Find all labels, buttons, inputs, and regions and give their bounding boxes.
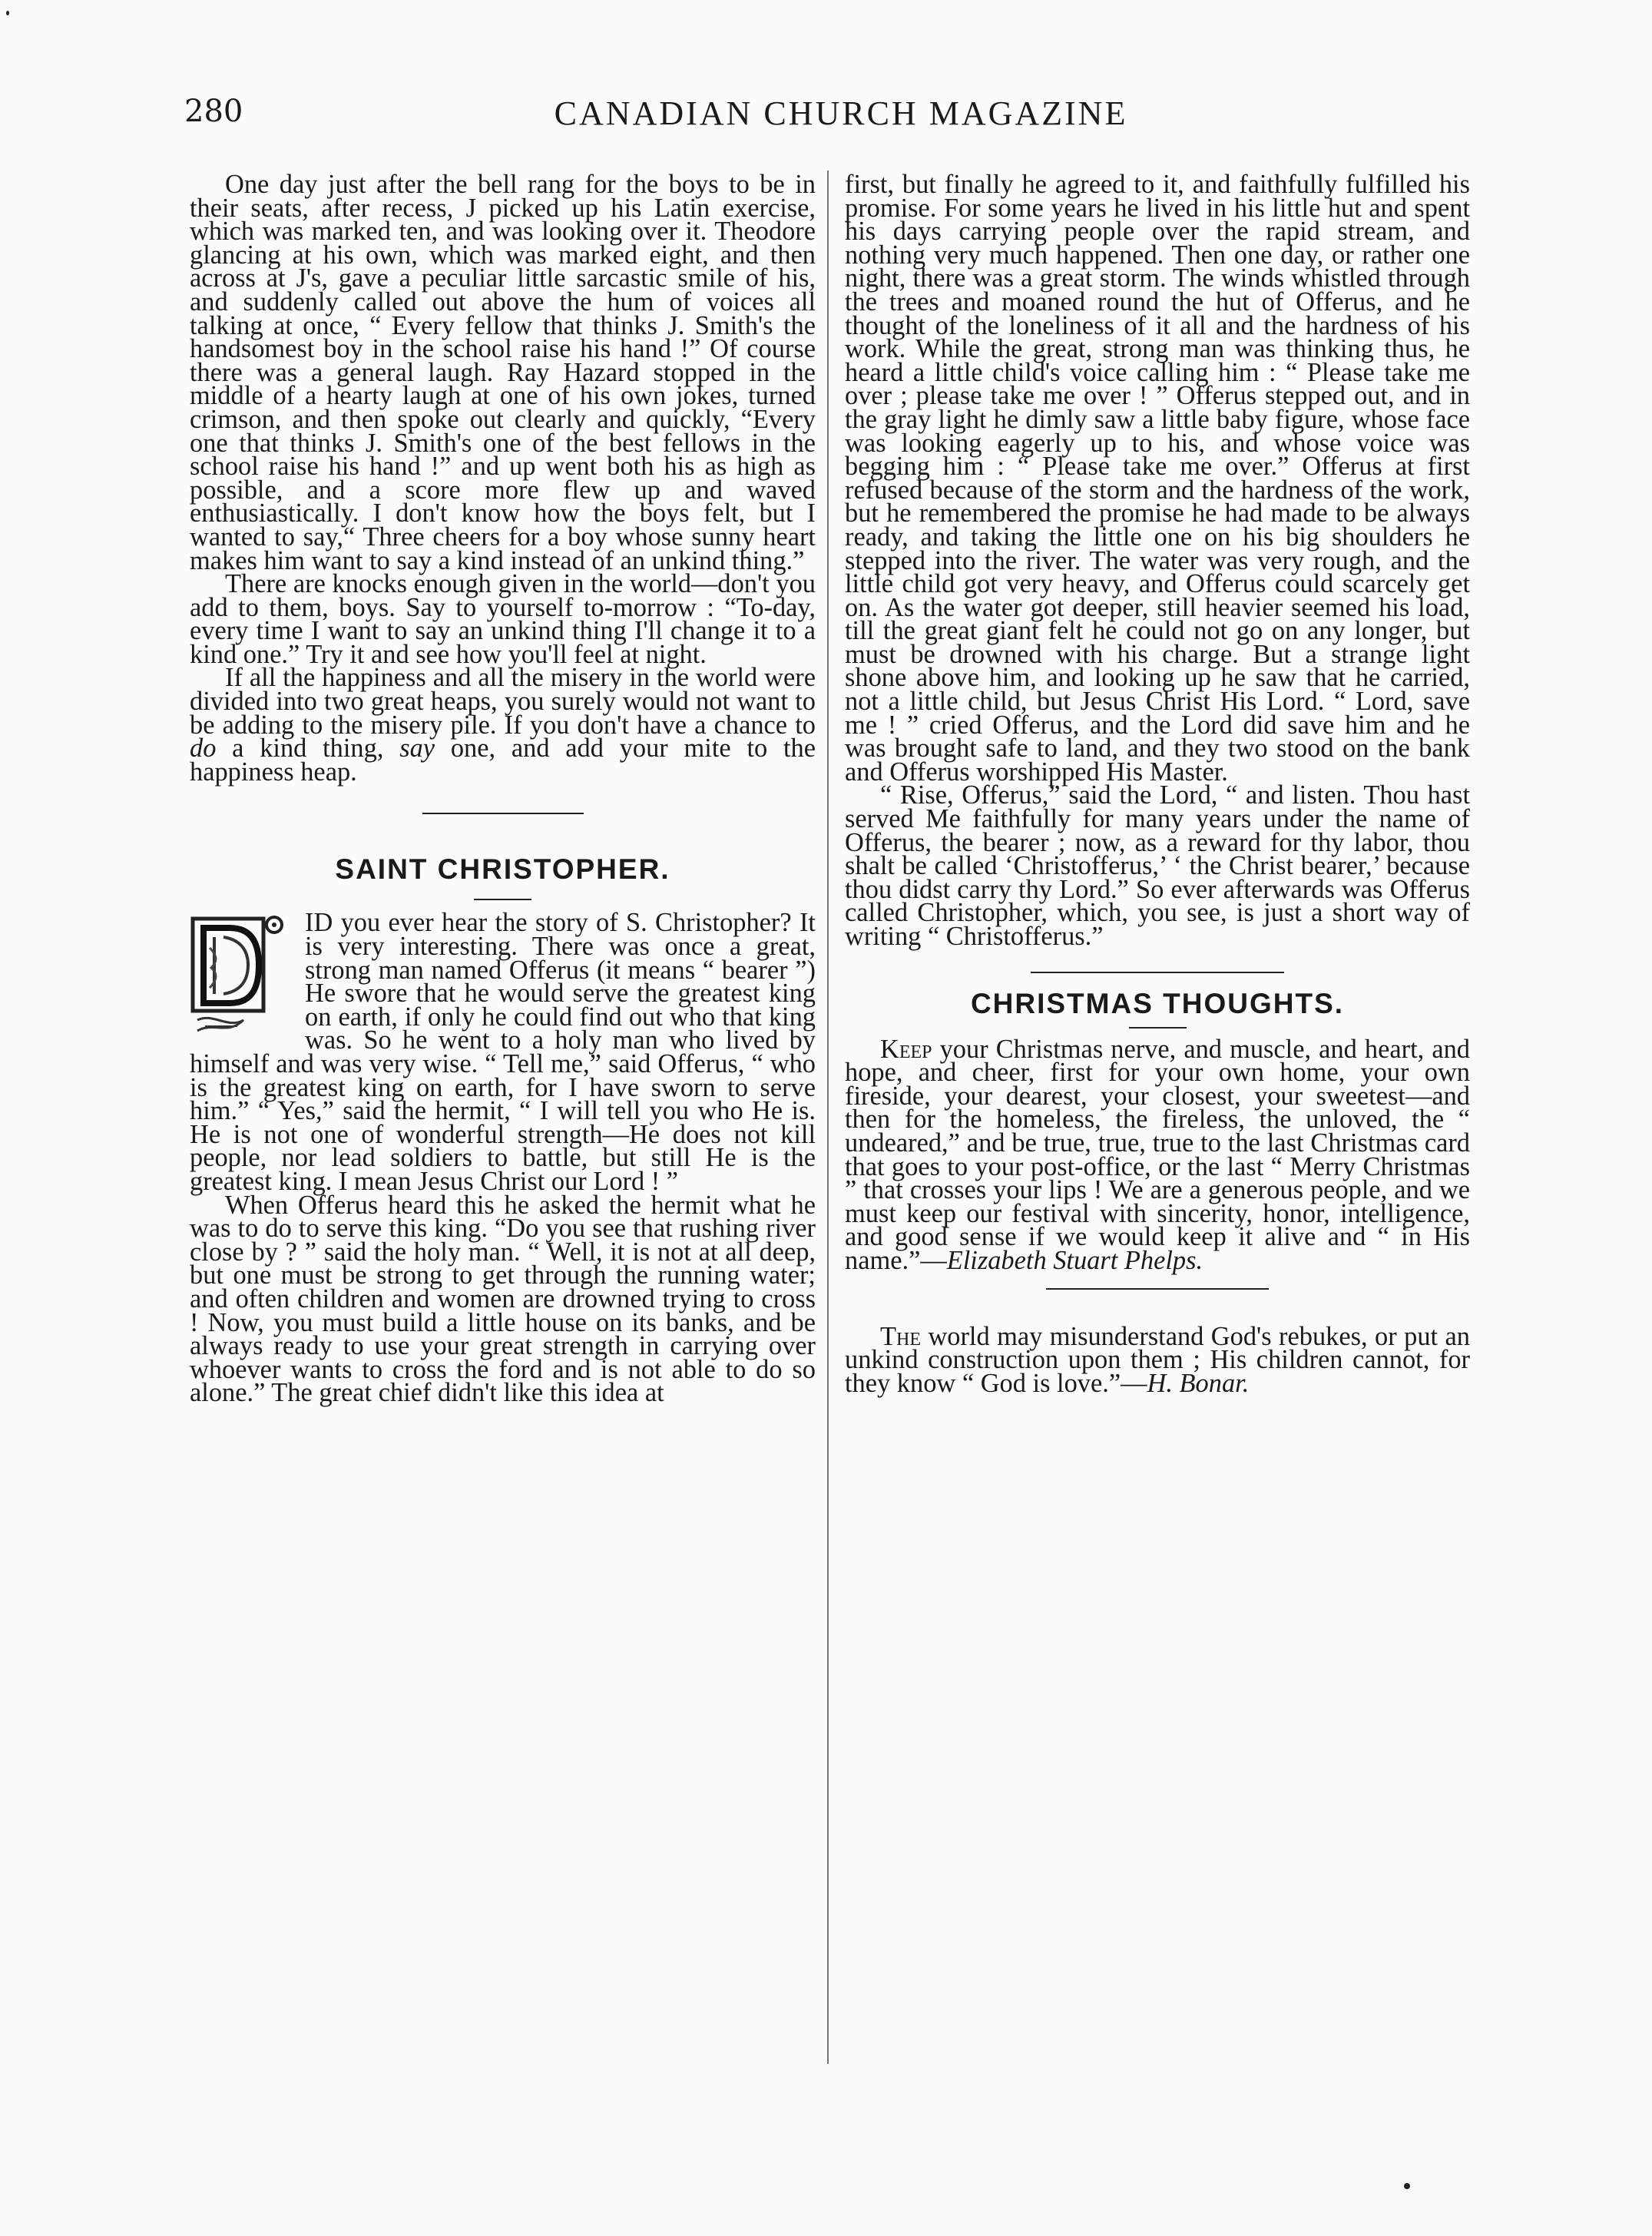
page-header bbox=[184, 94, 1498, 143]
closing-emphasis-do: do bbox=[190, 734, 217, 764]
bonar-attribution: H. Bonar. bbox=[1147, 1368, 1250, 1398]
magazine-title: CANADIAN CHURCH MAGAZINE bbox=[554, 94, 1128, 132]
print-speck bbox=[6, 11, 9, 15]
dropcap-letter bbox=[228, 984, 229, 985]
christmas-lead-word: Keep bbox=[880, 1034, 932, 1064]
column-divider bbox=[827, 171, 829, 2064]
closing-text-c: one, and add your mite to the happiness heap. bbox=[190, 734, 816, 787]
saint-christopher-continued: first, but finally he agreed to it, and faithfully fulfilled his promise. For some years he lived in his little hut and spent his days carrying people over the rapid stream, and nothing very much happened. Then one day, or rather one night, there was a great storm. The winds whistled through the trees and moaned round the hut of Offerus, and he thought of the loneliness of it all and the hardness of his work. While the great, strong man was thinking thus, he heard a little child's voice calling him : “ Please take me over ; please take me over ! ” Offerus stepped out, and in the gray light he dimly saw a little baby figure, whose face was looking eagerly up to his, and whose voice was begging him : “ Please take me over.” Offerus at first refused because of the storm and the hardness of the work, but he remembered the promise he had made to be always ready, and taking the little one on his big shoulders he stepped into the river. The water was very rough, and the little child got very heavy, and Offerus could scarcely get on. As the water got deeper, still heavier seemed his load, till the great giant felt he could not go on any longer, but must be drowned with his charge. But a strange light shone above him, and looking up he saw that he carried, not a little child, but Jesus Christ His Lord. “ Lord, save me ! ” cried Offerus, and the Lord did save him and he was brought safe to land, and they two stood on the bank and Offerus worshipped His Master. bbox=[845, 170, 1470, 787]
closing-text-b: a kind thing, bbox=[216, 734, 400, 764]
right-column bbox=[845, 170, 1470, 1398]
story-paragraph: One day just after the bell rang for the boys to be in their seats, after recess, J picked up his Latin exercise, which was marked ten, and was looking over it. Theodore glancing at his own, which was marked eight, and then across at J's, gave a peculiar little sarcastic smile of his, and suddenly called out above the hum of voices all talking at once, “ Every fellow that thinks J. Smith's the handsomest boy in the school raise his hand !” Of course there was a general laugh. Ray Hazard stopped in the middle of a hearty laugh at one of his own jokes, turned crimson, and then spoke out clearly and quickly, “Every one that thinks J. Smith's one of the best fellows in the school raise his hand !” and up went both his as high as possible, and a score more flew up and waved enthusiastically. I don't know how the boys felt, but I wanted to say,“ Three cheers for a boy whose sunny heart makes him want to say a kind instead of an unkind thing.” bbox=[190, 170, 816, 575]
closing-text-a: If all the happiness and all the misery in the world were divided into two great heaps, you surely would not want to be adding to the misery pile. If you don't have a chance to bbox=[190, 663, 816, 740]
christmas-thoughts-paragraph bbox=[845, 1034, 1470, 1275]
bonar-body: world may misunderstand God's rebukes, or put an unkind construction upon them ; His children cannot, for they know “ God is love.”— bbox=[845, 1321, 1470, 1398]
left-column bbox=[190, 170, 816, 1408]
story-paragraph: There are knocks enough given in the world—don't you add to them, boys. Say to yourself to-morrow : “To-day, every time I want to say an unkind thing I'll change it to a kind one.” Try it and see how you'll feel at night. bbox=[190, 569, 816, 669]
saint-christopher-opening bbox=[190, 908, 816, 1196]
bonar-quote-paragraph bbox=[845, 1321, 1470, 1398]
saint-christopher-paragraph: When Offerus heard this he asked the hermit what he was to do to serve this king. “Do you see that rushing river close by ? ” said the holy man. “ Well, it is not at all deep, but one must be strong to get through the running water; and often children and women are drowned trying to cross ! Now, you must build a little house on its banks, and be always ready to use your great strength in carrying over whoever wants to cross the ford and is not able to do so alone.” The great chief didn't like this idea at bbox=[190, 1190, 816, 1408]
ornamental-dropcap-d bbox=[190, 914, 294, 1037]
story-closing-paragraph bbox=[190, 663, 816, 787]
section-heading-saint-christopher: SAINT CHRISTOPHER. bbox=[335, 853, 670, 886]
closing-emphasis-say: say bbox=[399, 734, 435, 764]
print-speck bbox=[1404, 2183, 1410, 2189]
christmas-body: your Christmas nerve, and muscle, and heart, and hope, and cheer, first for your own home, your own fireside, your dearest, your closest, your sweetest—and then for the homeless, the fireless, the unloved, the “ undeared,” and be true, true, true to the last Christmas card that goes to your post-office, or the last “ Merry Christmas ” that crosses your lips ! We are a generous people, and we must keep our festival with sincerity, honor, intelligence, and good sense if we would keep it alive and “ in His name.”— bbox=[845, 1034, 1470, 1275]
saint-christopher-conclusion: “ Rise, Offerus,” said the Lord, “ and listen. Thou hast served Me faithfully for many years under the name of Offerus, the bearer ; now, as a reward for thy labor, thou shalt be called ‘Christofferus,’ ‘ the Christ bearer,’ because thou didst carry thy Lord.” So ever afterwards was Offerus called Christopher, which, you see, is just a short way of writing “ Christofferus.” bbox=[845, 780, 1470, 951]
bonar-lead-word: The bbox=[880, 1321, 921, 1351]
christmas-attribution: Elizabeth Stuart Phelps. bbox=[946, 1245, 1203, 1275]
section-heading-christmas-thoughts: CHRISTMAS THOUGHTS. bbox=[970, 987, 1345, 1019]
page-number: 280 bbox=[184, 94, 243, 129]
saint-christopher-text: ID you ever hear the story of S. Christopher? It is very interesting. There was once a great, strong man named Offerus (it means “ bearer ”) He swore that he would serve the greatest king on earth, if only he could find out who that king was. So he went to a holy man who lived by himself and was very wise. “ Tell me,” said Offerus, “ who is the greatest king on earth, for I have sworn to serve him.” “ Yes,” said the hermit, “ I will tell you who He is. He is not one of wonderful strength—He does not kill people, nor lead soldiers to battle, but still He is the greatest king. I mean Jesus Christ our Lord ! ” bbox=[190, 908, 816, 1196]
